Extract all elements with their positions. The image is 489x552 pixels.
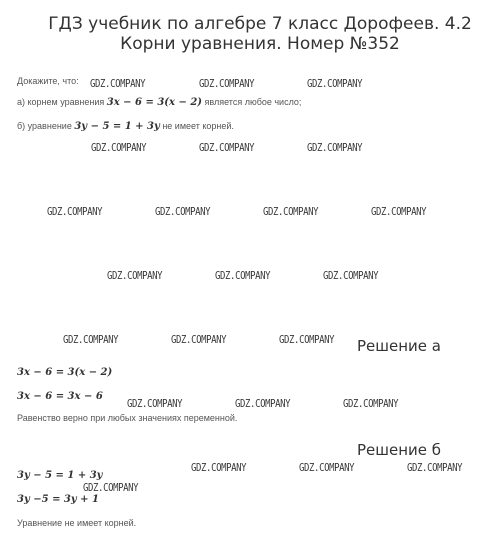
watermark: GDZ.COMPANY xyxy=(47,207,103,219)
task-a-prefix: а) корнем уравнения xyxy=(17,97,107,107)
task-b-prefix: б) уравнение xyxy=(17,121,75,131)
solution-a-heading: Решение а xyxy=(357,337,441,355)
task-b-equation: 3y − 5 = 1 + 3y xyxy=(74,121,160,132)
watermark: GDZ.COMPANY xyxy=(307,79,363,91)
page-title: ГДЗ учебник по алгебре 7 класс Дорофеев. 4.2 Корни уравнения. Номер №352 xyxy=(48,14,472,54)
watermark: GDZ.COMPANY xyxy=(371,207,427,219)
watermark: GDZ.COMPANY xyxy=(191,463,247,475)
watermark: GDZ.COMPANY xyxy=(263,207,319,219)
watermark: GDZ.COMPANY xyxy=(90,79,146,91)
watermark: GDZ.COMPANY xyxy=(215,271,271,283)
task-a-equation: 3x − 6 = 3(x − 2) xyxy=(106,97,203,108)
task-a-suffix: является любое число; xyxy=(202,97,302,107)
watermark: GDZ.COMPANY xyxy=(91,143,147,155)
task-intro: Докажите, что: xyxy=(17,76,79,86)
task-item-b xyxy=(17,121,234,132)
watermark: GDZ.COMPANY xyxy=(235,399,291,411)
watermark: GDZ.COMPANY xyxy=(279,335,335,347)
watermark: GDZ.COMPANY xyxy=(63,335,119,347)
watermark: GDZ.COMPANY xyxy=(299,463,355,475)
watermark: GDZ.COMPANY xyxy=(199,143,255,155)
solution-a-conclusion: Равенство верно при любых значениях переменной. xyxy=(17,413,238,423)
solution-b-eq2: 3y −5 = 3y + 1 xyxy=(17,494,99,505)
solution-a-eq1: 3x − 6 = 3(x − 2) xyxy=(17,367,113,378)
watermark: GDZ.COMPANY xyxy=(83,483,139,495)
task-item-a xyxy=(17,97,301,108)
solution-a-eq2: 3x − 6 = 3x − 6 xyxy=(17,391,103,402)
watermark: GDZ.COMPANY xyxy=(171,335,227,347)
task-b-suffix: не имеет корней. xyxy=(159,121,234,131)
watermark: GDZ.COMPANY xyxy=(407,463,463,475)
solution-b-conclusion: Уравнение не имеет корней. xyxy=(17,518,137,528)
watermark: GDZ.COMPANY xyxy=(323,271,379,283)
watermark: GDZ.COMPANY xyxy=(199,79,255,91)
watermark: GDZ.COMPANY xyxy=(155,207,211,219)
watermark: GDZ.COMPANY xyxy=(127,399,183,411)
watermark: GDZ.COMPANY xyxy=(343,399,399,411)
watermark: GDZ.COMPANY xyxy=(107,271,163,283)
solution-b-heading: Решение б xyxy=(357,441,442,459)
watermark: GDZ.COMPANY xyxy=(307,143,363,155)
solution-b-eq1: 3y − 5 = 1 + 3y xyxy=(17,470,103,481)
